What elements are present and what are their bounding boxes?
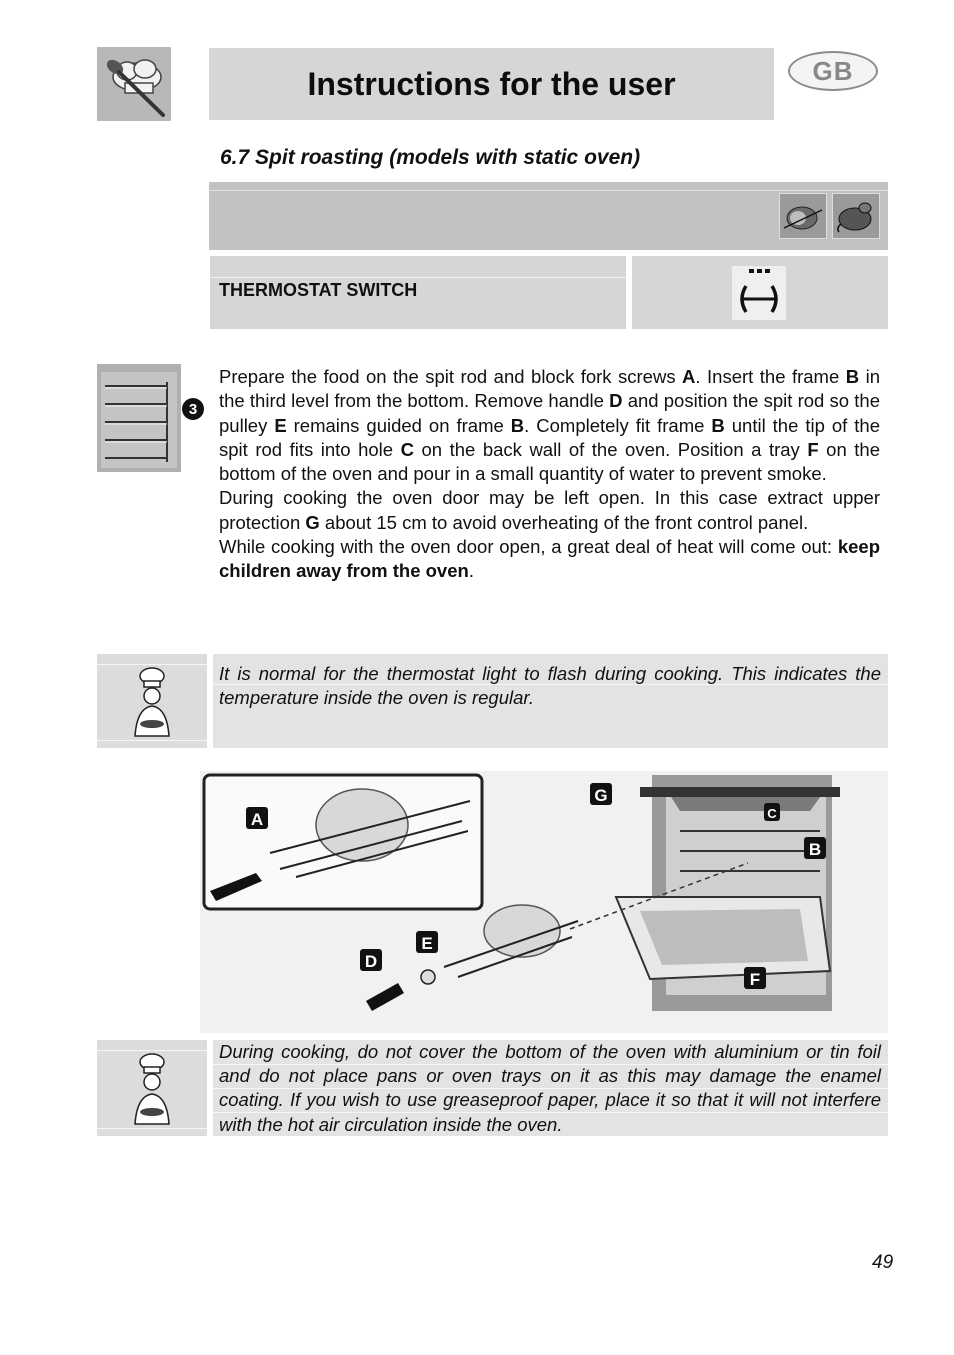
note-1-icon-box — [97, 654, 207, 748]
pork-roast-icon — [779, 193, 827, 239]
chef-icon — [97, 654, 207, 748]
oven-shelf-levels-image — [97, 364, 181, 472]
roast-chicken-icon — [832, 193, 880, 239]
instructions-paragraph-1: Prepare the food on the spit rod and block fork screws A. Insert the frame B in the third level from the bottom. Remove handle D and position the spit rod so the pulley E remains guided on frame B. Completely fit frame B until the tip of the spit rod fits into hole C on the back wall of the oven. Position a tray F on the bottom of the oven and pour in a small quantity of water to prevent smoke. — [219, 366, 880, 485]
page-number: 49 — [872, 1252, 894, 1273]
note-2-icon-box — [97, 1040, 207, 1136]
diagram-label-e: E — [421, 934, 433, 953]
brand-logo — [97, 47, 171, 121]
language-badge — [788, 51, 878, 91]
diagram-label-a: A — [250, 810, 264, 829]
instructions-paragraph-2: During cooking the oven door may be left open. In this case extract upper protection G about 15 cm to avoid overheating of the front control panel. — [219, 487, 880, 533]
diagram-label-b: B — [808, 840, 822, 859]
thermostat-label: THERMOSTAT SWITCH — [219, 280, 418, 300]
spoon-chef-hat-logo-icon — [97, 47, 171, 121]
chef-icon — [97, 1040, 207, 1136]
page-title: Instructions for the user — [307, 65, 676, 102]
note-1-text: It is normal for the thermostat light to flash during cooking. This indicates the temperature inside the oven is regular. — [219, 663, 881, 709]
shelf-level-marker: 3 — [182, 398, 204, 420]
instructions-text — [219, 365, 880, 584]
diagram-label-f: F — [749, 970, 761, 989]
section-title: 6.7 Spit roasting (models with static oven) — [220, 146, 641, 169]
upper-protection-g — [640, 787, 840, 797]
spit-roast-assembly-diagram — [200, 771, 888, 1033]
note-2-text: During cooking, do not cover the bottom of the oven with aluminium or tin foil and do not place pans or oven trays on it as this may damage the enamel coating. If you wish to use greaseproof paper, place it so that it will not interfere with the hot air circulation inside the oven. — [219, 1041, 881, 1135]
instructions-paragraph-3: While cooking with the oven door open, a great deal of heat will come out: keep children away from the oven. — [219, 536, 880, 582]
header-title-bar — [209, 48, 774, 120]
spit-roast-function-icon — [732, 266, 786, 320]
diagram-label-d: D — [364, 952, 378, 971]
diagram-label-g: G — [594, 786, 608, 805]
language-code: GB — [812, 55, 854, 86]
diagram-label-c: C — [767, 806, 777, 821]
